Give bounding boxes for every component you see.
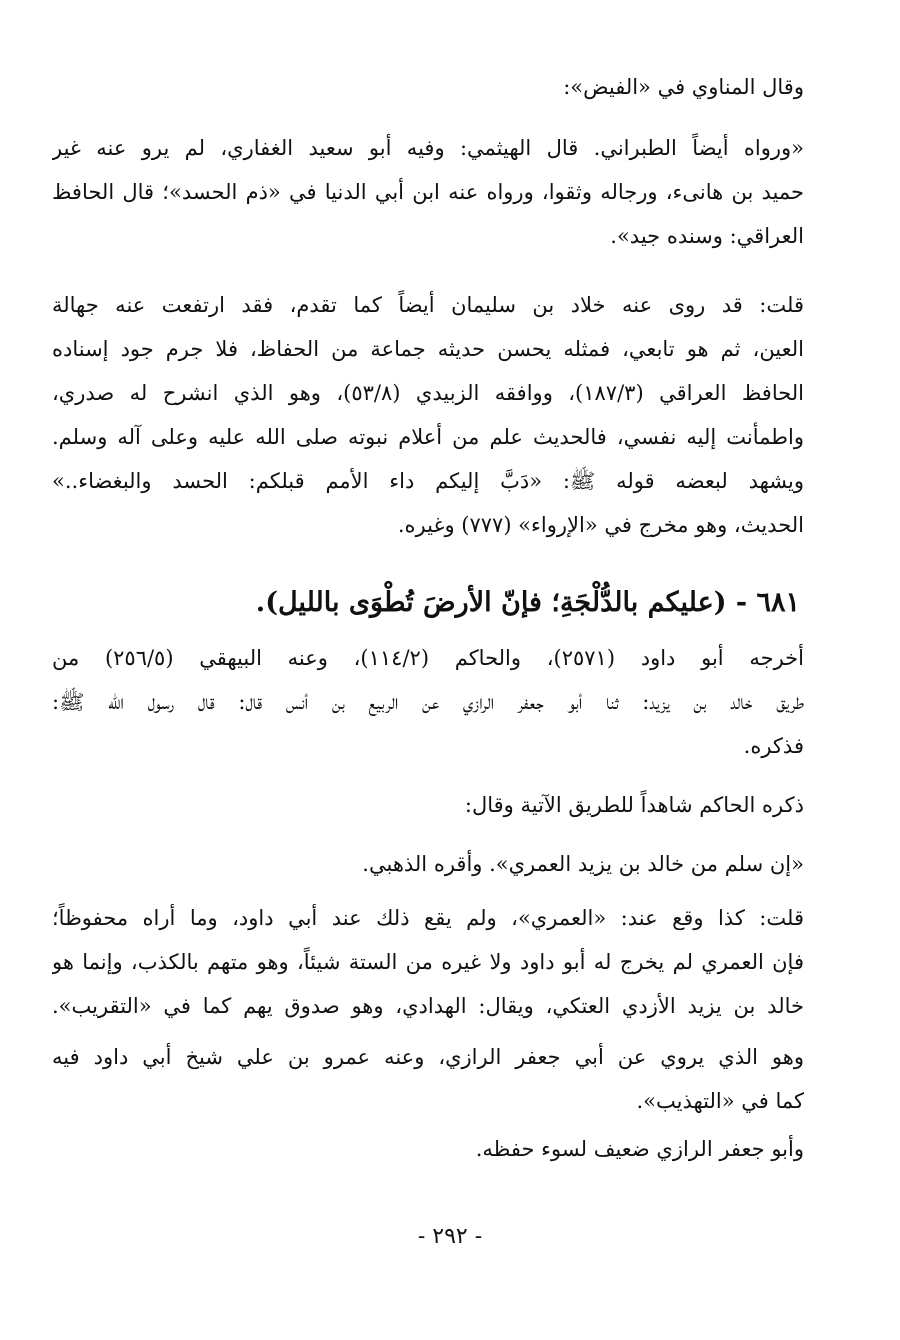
text-line: العراقي: وسنده جيد». [610, 224, 804, 248]
hadith-heading: ٦٨١ - (عليكم بالدُّلْجَةِ؛ فإنّ الأرضَ تُطْوَى بالليل). [255, 587, 800, 618]
text-line: حميد بن هانىء، ورجاله وثقوا، ورواه عنه ابن أبي الدنيا في «ذم الحسد»؛ قال الحافظ [52, 180, 804, 204]
text-line: ذكره الحاكم شاهداً للطريق الآتية وقال: [464, 793, 804, 817]
text-line: فذكره. [743, 734, 804, 758]
text-line: وقال المناوي في «الفيض»: [563, 75, 804, 99]
text-line: كما في «التهذيب». [636, 1089, 804, 1113]
text-line: الحافظ العراقي (١٨٧/٣)، ووافقه الزبيدي (٥٣/٨)، وهو الذي انشرح له صدري، [52, 381, 804, 405]
text-line: ويشهد لبعضه قوله ﷺ: «دَبَّ إليكم داء الأمم قبلكم: الحسد والبغضاء..» [52, 469, 804, 493]
text-line: وهو الذي يروي عن أبي جعفر الرازي، وعنه عمرو بن علي شيخ أبي داود فيه [52, 1045, 804, 1069]
text-line: الحديث، وهو مخرج في «الإرواء» (٧٧٧) وغيره. [397, 513, 804, 537]
text-line: قلت: كذا وقع عند: «العمري»، ولم يقع ذلك عند أبي داود، وما أراه محفوظاً؛ [52, 906, 804, 930]
text-line: «إن سلم من خالد بن يزيد العمري». وأقره الذهبي. [362, 852, 804, 876]
text-line: العين، ثم هو تابعي، فمثله يحسن حديثه جماعة من الحفاظ، فلا جرم جود إسناده [52, 337, 804, 361]
text-line: فإن العمري لم يخرج له أبو داود ولا غيره من الستة شيئاً، وهو متهم بالكذب، وإنما هو [52, 950, 804, 974]
text-line: قلت: قد روى عنه خلاد بن سليمان أيضاً كما تقدم، فقد ارتفعت عنه جهالة [52, 293, 804, 317]
text-line: «ورواه أيضاً الطبراني. قال الهيثمي: وفيه أبو سعيد الغفاري، لم يرو عنه غير [52, 136, 804, 160]
text-line: وأبو جعفر الرازي ضعيف لسوء حفظه. [475, 1137, 804, 1161]
text-line: خالد بن يزيد الأزدي العتكي، ويقال: الهدادي، وهو صدوق يهم كما في «التقريب». [52, 994, 804, 1018]
page-number: - ٢٩٢ - [417, 1224, 483, 1249]
text-line: واطمأنت إليه نفسي، فالحديث علم من أعلام نبوته صلى الله عليه وعلى آله وسلم. [52, 425, 804, 449]
text-line: أخرجه أبو داود (٢٥٧١)، والحاكم (١١٤/٢)، وعنه البيهقي (٢٥٦/٥) من [52, 646, 804, 670]
text-line: طريق خالد بن يزيد: ثنا أبو جعفر الرازي عن الربيع بن أنس قال: قال رسول الله ﷺ: [52, 690, 804, 714]
